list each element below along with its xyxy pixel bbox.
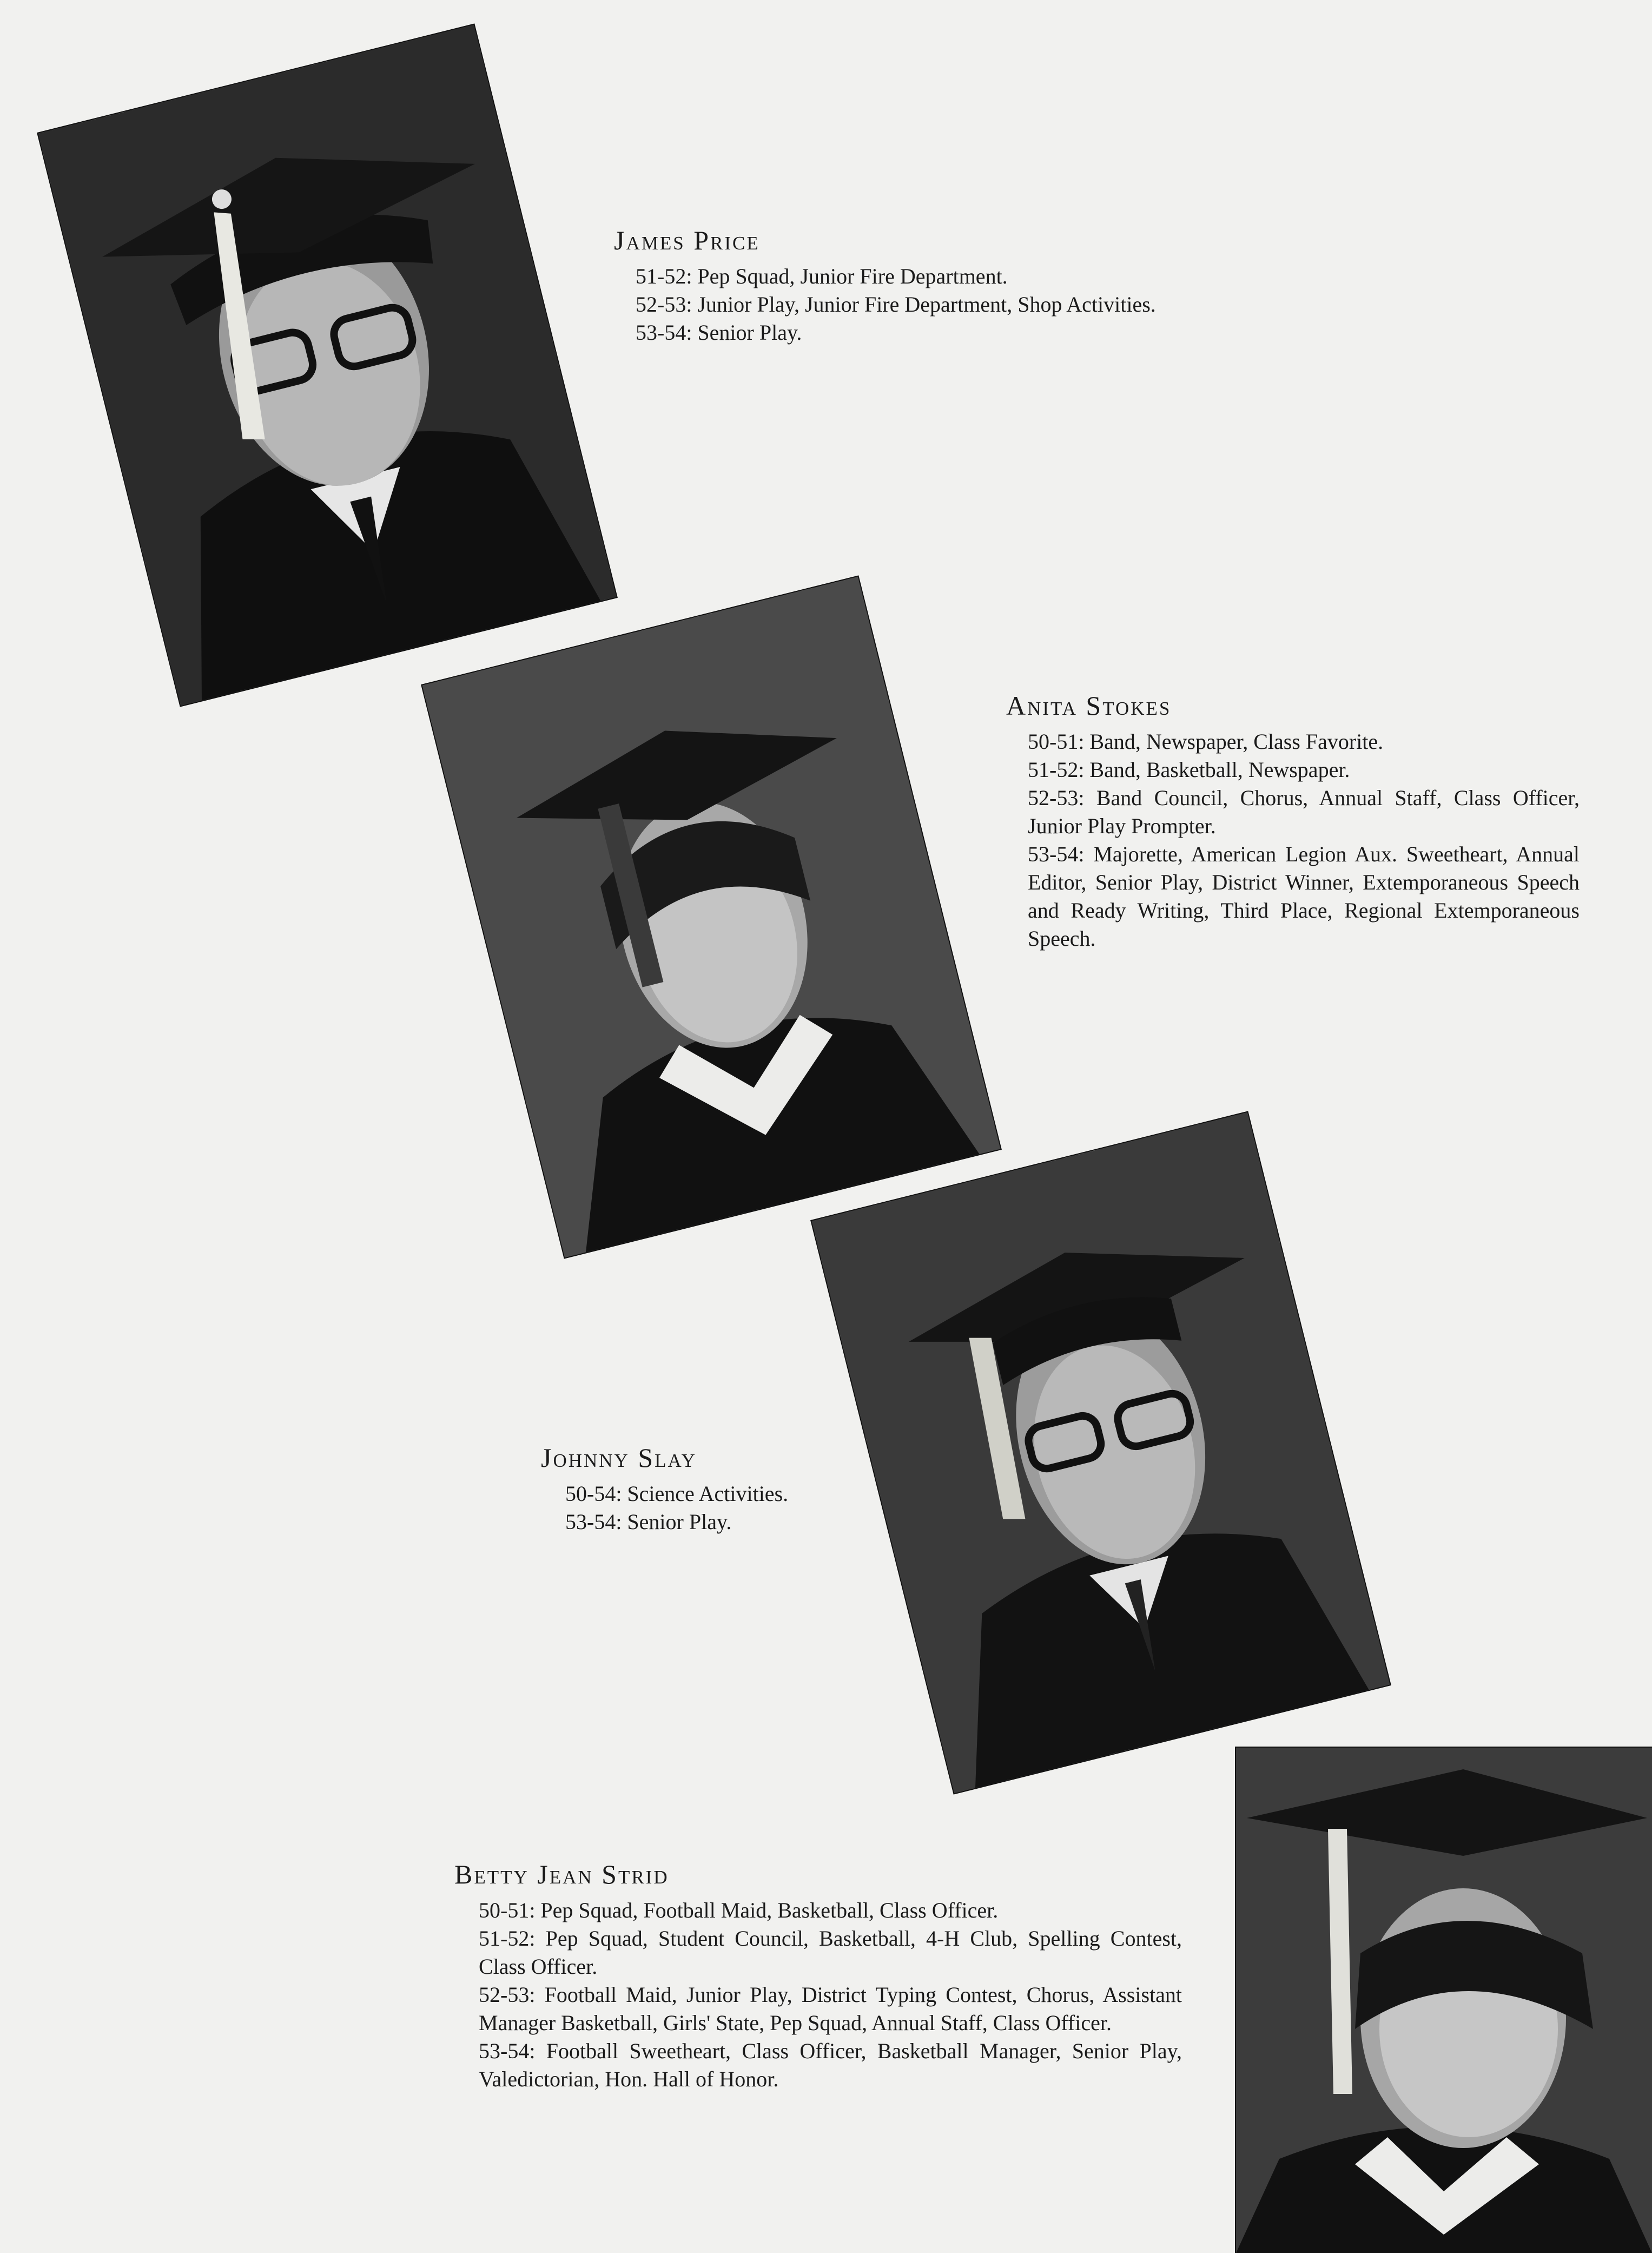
student-name: James Price bbox=[614, 225, 760, 255]
portrait-james-price bbox=[38, 25, 616, 706]
activity-line: 53-54: Football Sweetheart, Class Officer, Basketball Manager, Senior Play, Valedictorian, Hon. Hall of Honor. bbox=[479, 2039, 1182, 2091]
activity-line: 53-54: Senior Play. bbox=[565, 1510, 732, 1534]
activity-line: 52-53: Junior Play, Junior Fire Department, Shop Activities. bbox=[636, 292, 1156, 317]
student-name: Anita Stokes bbox=[1006, 690, 1172, 721]
activity-line: 53-54: Senior Play. bbox=[636, 320, 802, 345]
activity-line: 50-51: Band, Newspaper, Class Favorite. bbox=[1028, 729, 1384, 754]
portrait-betty-jean-strid bbox=[1236, 1748, 1652, 2253]
activity-list bbox=[1028, 728, 1580, 953]
activity-list bbox=[565, 1480, 890, 1536]
activity-line: 53-54: Majorette, American Legion Aux. Sweetheart, Annual Editor, Senior Play, District Winner, Extemporaneous Speech and Ready Writing, Third Place, Regional Extemporaneous Speech. bbox=[1028, 842, 1580, 951]
activity-line: 52-53: Band Council, Chorus, Annual Staff, Class Officer, Junior Play Prompter. bbox=[1028, 786, 1580, 838]
student-name: Johnny Slay bbox=[541, 1442, 697, 1473]
activity-line: 50-54: Science Activities. bbox=[565, 1481, 789, 1506]
activity-line: 52-53: Football Maid, Junior Play, District Typing Contest, Chorus, Assistant Manager Basketball, Girls' State, Pep Squad, Annual Staff, Class Officer. bbox=[479, 1982, 1182, 2035]
portrait-johnny-slay bbox=[811, 1112, 1390, 1793]
activity-list bbox=[479, 1896, 1182, 2093]
student-name: Betty Jean Strid bbox=[454, 1859, 669, 1889]
activity-line: 51-52: Pep Squad, Junior Fire Department. bbox=[636, 264, 1008, 288]
portrait-anita-stokes bbox=[422, 577, 1000, 1257]
activity-line: 51-52: Band, Basketball, Newspaper. bbox=[1028, 757, 1350, 782]
activity-line: 51-52: Pep Squad, Student Council, Basketball, 4-H Club, Spelling Contest, Class Officer. bbox=[479, 1926, 1182, 1979]
activity-list bbox=[636, 262, 1339, 347]
activity-line: 50-51: Pep Squad, Football Maid, Basketball, Class Officer. bbox=[479, 1898, 999, 1922]
